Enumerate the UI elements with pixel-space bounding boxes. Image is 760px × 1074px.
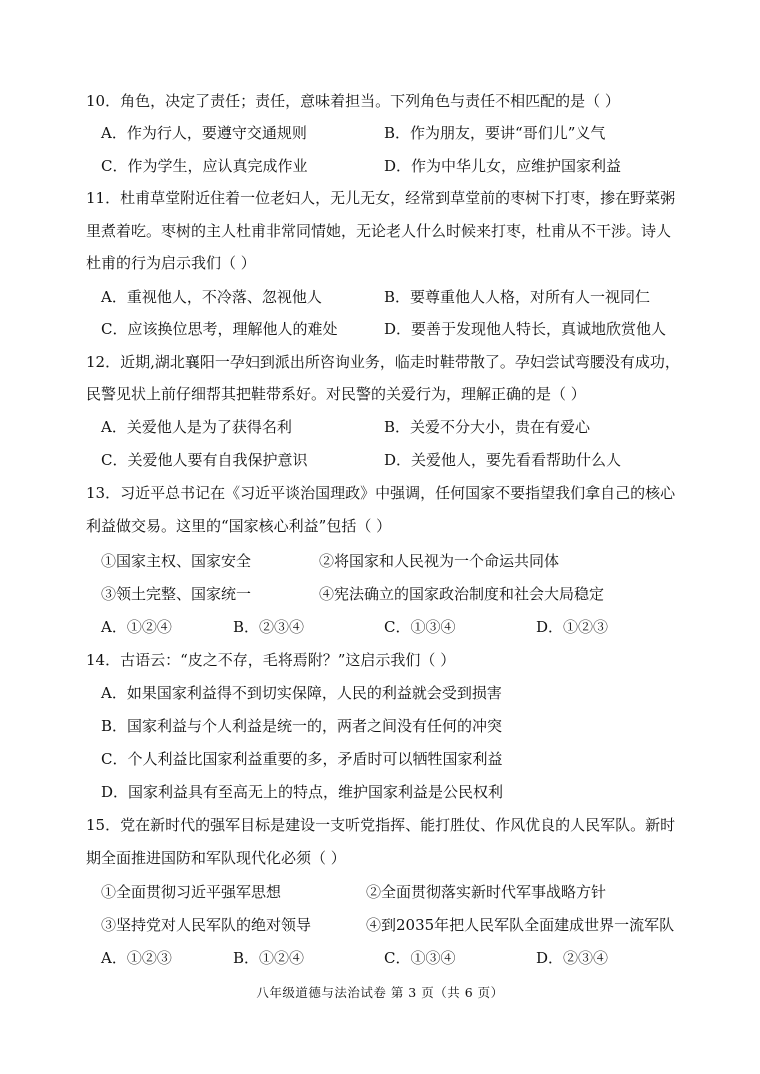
q11-option-b: B．要尊重他人人格，对所有人一视同仁 <box>384 288 651 306</box>
q10-stem: 10．角色，决定了责任；责任，意味着担当。下列角色与责任不相匹配的是（ ） <box>86 92 620 110</box>
q13-option-a: A．①②④ <box>101 618 172 636</box>
q15-item-1: ①全面贯彻习近平强军思想 <box>101 883 282 901</box>
q14-stem: 14．古语云：“皮之不存，毛将焉附？”这启示我们（ ） <box>86 651 456 669</box>
q15-stem-line1: 15．党在新时代的强军目标是建设一支听党指挥、能打胜仗、作风优良的人民军队。新时 <box>86 816 676 834</box>
q10-option-b: B．作为朋友，要讲“哥们儿”义气 <box>384 124 606 142</box>
q14-option-c: C．个人利益比国家利益重要的多，矛盾时可以牺牲国家利益 <box>101 750 503 768</box>
q13-item-1: ①国家主权、国家安全 <box>101 552 252 570</box>
q12-option-c: C．关爱他人要有自我保护意识 <box>101 451 308 469</box>
q15-item-3: ③坚持党对人民军队的绝对领导 <box>101 916 312 934</box>
q11-stem-line1: 11．杜甫草堂附近住着一位老妇人，无儿无女，经常到草堂前的枣树下打枣，掺在野菜粥 <box>86 189 676 207</box>
q13-item-3: ③领土完整、国家统一 <box>101 585 252 603</box>
q15-stem-line2: 期全面推进国防和军队现代化必须（ ） <box>86 849 346 867</box>
page-footer: 八年级道德与法治试卷 第 3 页（共 6 页） <box>256 985 504 1000</box>
q12-option-b: B．关爱不分大小，贵在有爱心 <box>384 418 591 436</box>
q13-stem-line1: 13．习近平总书记在《习近平谈治国理政》中强调，任何国家不要指望我们拿自己的核心 <box>86 484 676 502</box>
q15-item-2: ②全面贯彻落实新时代军事战略方针 <box>366 883 607 901</box>
q11-option-a: A．重视他人，不冷落、忽视他人 <box>101 288 322 306</box>
q15-option-c: C．①③④ <box>384 949 456 967</box>
q12-option-a: A．关爱他人是为了获得名利 <box>101 418 292 436</box>
q10-option-c: C．作为学生，应认真完成作业 <box>101 157 308 175</box>
q10-option-d: D．作为中华儿女，应维护国家利益 <box>384 157 622 175</box>
q13-option-b: B．②③④ <box>233 618 305 636</box>
q11-option-d: D．要善于发现他人特长，真诚地欣赏他人 <box>384 320 667 338</box>
q11-option-c: C．应该换位思考，理解他人的难处 <box>101 320 338 338</box>
q12-option-d: D．关爱他人，要先看看帮助什么人 <box>384 451 622 469</box>
q14-option-d: D．国家利益具有至高无上的特点，维护国家利益是公民权利 <box>101 783 504 801</box>
q13-option-c: C．①③④ <box>384 618 456 636</box>
q13-stem-line2: 利益做交易。这里的“国家核心利益”包括（ ） <box>86 517 392 535</box>
q11-stem-line2: 里煮着吃。枣树的主人杜甫非常同情她，无论老人什么时候来打枣，杜甫从不干涉。诗人 <box>86 222 672 240</box>
q11-stem-line3: 杜甫的行为启示我们（ ） <box>86 254 256 272</box>
q15-option-d: D．②③④ <box>536 949 609 967</box>
q15-option-b: B．①②④ <box>233 949 305 967</box>
q13-item-4: ④宪法确立的国家政治制度和社会大局稳定 <box>319 585 605 603</box>
q15-option-a: A．①②③ <box>101 949 172 967</box>
q14-option-a: A．如果国家利益得不到切实保障，人民的利益就会受到损害 <box>101 684 502 702</box>
q12-stem-line2: 民警见状上前仔细帮其把鞋带系好。对民警的关爱行为，理解正确的是（ ） <box>86 385 586 403</box>
q12-stem-line1: 12．近期,湖北襄阳一孕妇到派出所咨询业务，临走时鞋带散了。孕妇尝试弯腰没有成功， <box>86 353 680 371</box>
q13-item-2: ②将国家和人民视为一个命运共同体 <box>319 552 560 570</box>
q14-option-b: B．国家利益与个人利益是统一的，两者之间没有任何的冲突 <box>101 717 503 735</box>
q13-option-d: D．①②③ <box>536 618 609 636</box>
q10-option-a: A．作为行人，要遵守交通规则 <box>101 124 307 142</box>
q15-item-4: ④到2035年把人民军队全面建成世界一流军队 <box>366 916 675 934</box>
